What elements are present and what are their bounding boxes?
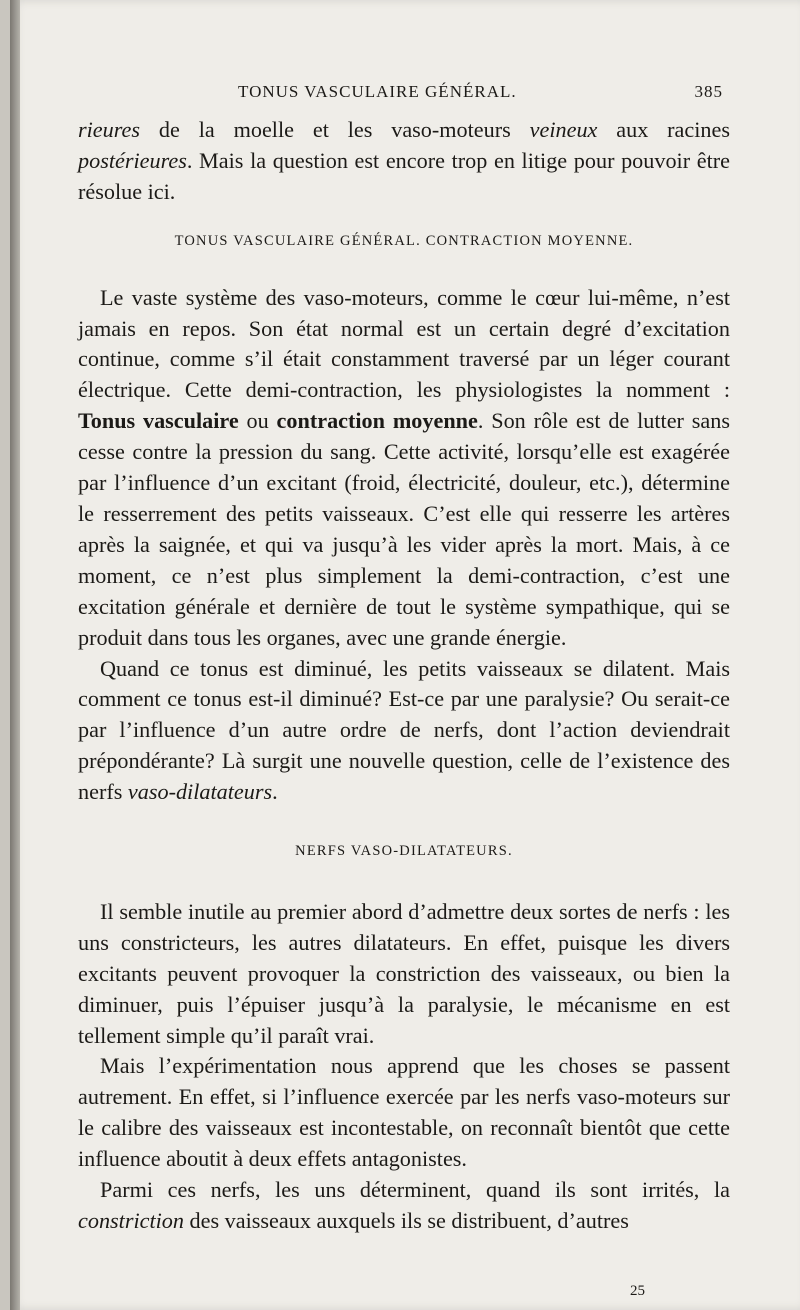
- book-gutter: [10, 0, 20, 1310]
- signature-mark: 25: [630, 1283, 645, 1299]
- text-run: ou: [238, 408, 277, 434]
- body-text: [78, 115, 730, 1237]
- book-page: [10, 0, 800, 1310]
- italic-text: veineux: [529, 117, 598, 142]
- text-run: de la moelle et les vaso-moteurs: [140, 117, 530, 142]
- page-header: [78, 82, 723, 112]
- text-run: des vaisseaux auxquels ils se distribuent, d’autres: [184, 1208, 629, 1233]
- paragraph: Il semble inutile au premier abord d’admettre deux sortes de nerfs : les uns constricteurs, les autres dilatateurs. En effet, puisque les divers excitants peuvent provoquer la constriction des vaisseaux, ou bien la diminuer, puis l’épuiser jusqu’à la paralysie, le mécanisme en est tellement simple qu’il paraît vrai.: [78, 898, 730, 1048]
- bold-term: contraction moyenne: [276, 408, 478, 434]
- text-run: . Mais la question est encore trop en litige pour pouvoir être résolue ici.: [78, 147, 730, 204]
- paragraph-continued: [78, 115, 730, 208]
- section-title-nerfs: NERFS VASO-DILATATEURS.: [295, 843, 513, 860]
- section-title-tonus: TONUS VASCULAIRE GÉNÉRAL. CONTRACTION MOYENNE.: [174, 232, 634, 249]
- italic-text: constriction: [78, 1208, 184, 1233]
- text-run: . Son rôle est de lutter sans cesse contre la pression du sang. Cette activité, lorsqu’elle est exagérée par l’influence d’un excitant (froid, électricité, douleur, etc.), détermine le resserrement des petits vaisseaux. C’est elle qui resserre les artères après la saignée, et qui va jusqu’à les vider après la mort. Mais, à ce moment, ce n’est plus simplement la demi-contraction, c’est une excitation générale et dernière de tout le système sympathique, qui se produit dans tous les organes, avec une grande énergie.: [78, 408, 730, 650]
- text-run: Quand ce tonus est diminué, les petits vaisseaux se dilatent. Mais comment ce tonus est-il diminué? Est-ce par une paralysie? Ou serait-ce par l’influence d’un autre ordre de nerfs, dont l’action deviendrait prépondérante? Là surgit une nouvelle question, celle de l’existence des nerfs: [78, 655, 730, 805]
- text-run: Parmi ces nerfs, les uns déterminent, quand ils sont irrités, la: [100, 1177, 730, 1203]
- italic-text: rieures: [78, 117, 141, 142]
- paragraph: Mais l’expérimentation nous apprend que les choses se passent autrement. En effet, si l’influence exercée par les nerfs vaso-moteurs sur le calibre des vaisseaux est incontestable, on reconnaît bientôt que cette influence aboutit à deux effets antagonistes.: [78, 1053, 730, 1172]
- text-run: Le vaste système des vaso-moteurs, comme le cœur lui-même, n’est jamais en repos. Son état normal est un certain degré d’excitation continue, comme s’il était constamment traversé par un léger courant électrique. Cette demi-contraction, les physiologistes la nomment :: [78, 284, 730, 403]
- bold-term: Tonus vasculaire: [78, 408, 239, 434]
- italic-text: postérieures: [78, 147, 187, 173]
- italic-text: vaso-dilatateurs: [127, 779, 273, 805]
- page-number: 385: [694, 82, 723, 101]
- running-title: TONUS VASCULAIRE GÉNÉRAL.: [238, 82, 517, 101]
- text-run: .: [272, 779, 278, 805]
- paragraph: [78, 283, 730, 654]
- paragraph: [78, 654, 730, 809]
- text-run: aux racines: [597, 117, 730, 142]
- paragraph: [78, 1175, 730, 1237]
